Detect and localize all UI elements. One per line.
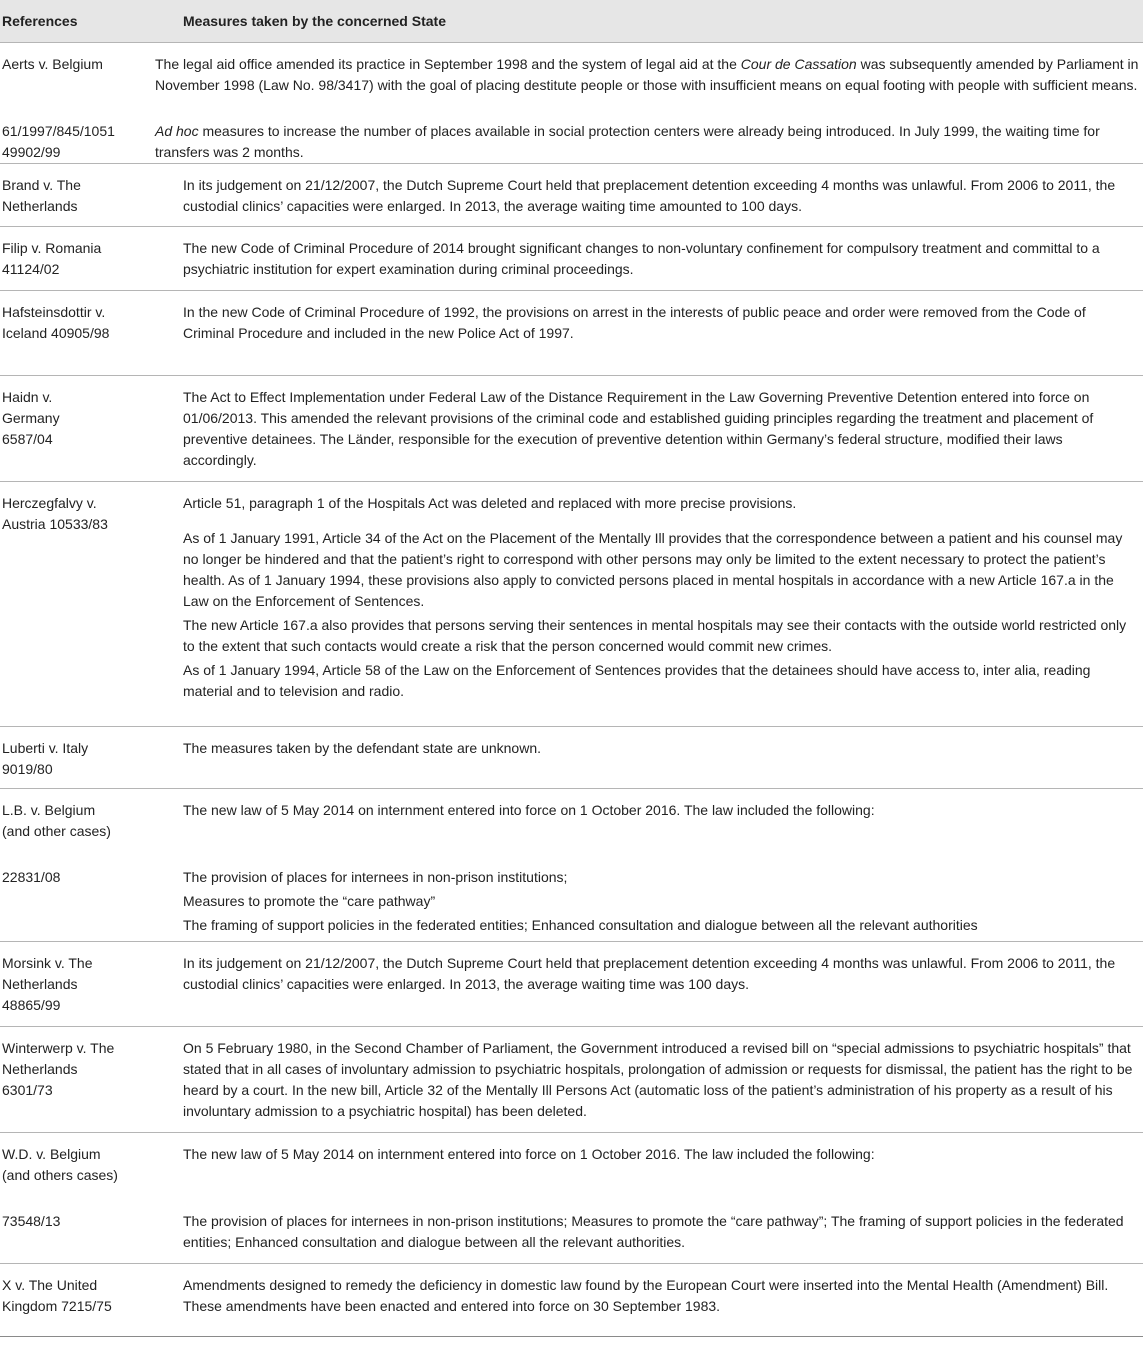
reference-cell: Filip v. Romania 41124/02 xyxy=(2,240,102,277)
reference-cell: W.D. v. Belgium (and others cases) xyxy=(2,1146,118,1183)
reference-cell: Hafsteinsdottir v. Iceland 40905/98 xyxy=(2,304,110,341)
paragraph: As of 1 January 1994, Article 58 of the Law on the Enforcement of Sentences provides that the detainees should have access to, inter alia, reading material and to television and radio. xyxy=(183,662,1091,699)
measures-cell: The new law of 5 May 2014 on internment entered into force on 1 October 2016. The law included the following: xyxy=(183,1146,875,1162)
table-row xyxy=(0,43,1143,164)
header-measures: Measures taken by the concerned State xyxy=(183,13,446,29)
measures-cell: The legal aid office amended its practice in September 1998 and the system of legal aid at the Cour de Cassation was subsequently amended by Parliament in November 1998 (Law No. 98/3417) with the goal of placing destitute people or those with insufficient means on equal footing with people with sufficient means. xyxy=(155,56,1139,93)
list-item: The framing of support policies in the federated entities; Enhanced consultation and dialogue between all the relevant authorities xyxy=(183,917,978,933)
table-row xyxy=(0,482,1143,727)
measures-cell: The new Code of Criminal Procedure of 2014 brought significant changes to non-voluntary confinement for compulsory treatment and committal to a psychiatric institution for expert examination during criminal proceedings. xyxy=(183,240,1100,277)
measures-cell: The new law of 5 May 2014 on internment entered into force on 1 October 2016. The law included the following: xyxy=(183,802,875,818)
measures-cell: In its judgement on 21/12/2007, the Dutch Supreme Court held that preplacement detention exceeding 4 months was unlawful. From 2006 to 2011, the custodial clinics’ capacities were enlarged. In 2013, the average waiting time was 100 days. xyxy=(183,955,1116,992)
table-header xyxy=(0,0,1143,43)
table-row xyxy=(0,789,1143,942)
measures-cell: Amendments designed to remedy the deficiency in domestic law found by the European Court were inserted into the Mental Health (Amendment) Bill. These amendments have been enacted and entered into force on 30 September 1983. xyxy=(183,1277,1109,1314)
reference-cell: Brand v. The Netherlands xyxy=(2,177,81,214)
table-row xyxy=(0,942,1143,1027)
table-row xyxy=(0,1027,1143,1133)
measures-cell xyxy=(183,867,1143,936)
measures-cell: In the new Code of Criminal Procedure of 1992, the provisions on arrest in the interests of public peace and order were removed from the Code of Criminal Procedure and included in the new Police Act of 1997. xyxy=(183,304,1086,341)
table-row xyxy=(0,1264,1143,1337)
reference-cell: Haidn v. Germany 6587/04 xyxy=(2,389,60,447)
measures-cell: In its judgement on 21/12/2007, the Dutch Supreme Court held that preplacement detention exceeding 4 months was unlawful. From 2006 to 2011, the custodial clinics’ capacities were enlarged. In 2013, the average waiting time amounted to 100 days. xyxy=(183,177,1116,214)
measures-cell: The provision of places for internees in non-prison institutions; Measures to promote the “care pathway”; The framing of support policies in the federated entities; Enhanced consultation and dialogue between all the relevant authorities. xyxy=(183,1213,1124,1250)
measures-cell: The measures taken by the defendant state are unknown. xyxy=(183,740,542,756)
measures-cell: On 5 February 1980, in the Second Chamber of Parliament, the Government introduced a revised bill on “special admissions to psychiatric hospitals” that stated that in all cases of involuntary admission to psychiatric hospitals, prolongation of admission or requests for dismissal, the patient has the right to be heard by a court. In the new bill, Article 32 of the Mentally Ill Persons Act (automatic loss of the patient’s administration of his property as a result of his involuntary admission to a psychiatric hospital) has been deleted. xyxy=(183,1040,1133,1119)
paragraph: The new Article 167.a also provides that persons serving their sentences in mental hospitals may see their contacts with the outside world restricted only to the extent that such contacts would create a risk that the person concerned would commit new crimes. xyxy=(183,617,1127,654)
reference-cell: 73548/13 xyxy=(2,1213,61,1229)
reference-cell: X v. The United Kingdom 7215/75 xyxy=(2,1277,112,1314)
measures-cell: The Act to Effect Implementation under Federal Law of the Distance Requirement in the Law Governing Preventive Detention entered into force on 01/06/2013. This amended the relevant provisions of the criminal code and established guiding principles regarding the treatment and placement of preventive detainees. The Länder, responsible for the execution of preventive detention within Germany’s federal structure, modified their laws accordingly. xyxy=(183,389,1094,468)
reference-cell: Luberti v. Italy 9019/80 xyxy=(2,740,89,777)
table-row xyxy=(0,164,1143,227)
measures-cell: Ad hoc measures to increase the number of places available in social protection centers were already being introduced. In July 1999, the waiting time for transfers was 2 months. xyxy=(155,123,1100,160)
reference-cell: Aerts v. Belgium xyxy=(2,56,103,72)
reference-cell: 22831/08 xyxy=(2,869,61,885)
table-row xyxy=(0,727,1143,789)
table-row xyxy=(0,1133,1143,1264)
reference-cell: L.B. v. Belgium (and other cases) xyxy=(2,802,111,839)
list-item: Measures to promote the “care pathway” xyxy=(183,893,436,909)
measures-cell xyxy=(183,493,1143,726)
reference-cell: Herczegfalvy v. Austria 10533/83 xyxy=(2,495,108,532)
table-row xyxy=(0,291,1143,376)
list-item: The provision of places for internees in non-prison institutions; xyxy=(183,869,568,885)
table-row xyxy=(0,376,1143,482)
reference-cell: Morsink v. The Netherlands 48865/99 xyxy=(2,955,93,1013)
reference-cell: 61/1997/845/1051 49902/99 xyxy=(2,123,115,160)
header-references: References xyxy=(2,13,78,29)
paragraph: As of 1 January 1991, Article 34 of the Act on the Placement of the Mentally Ill provides that the correspondence between a patient and his counsel may no longer be hindered and that the patient’s right to correspond with other persons may only be limited to the extent necessary to protect the patient’s health. As of 1 January 1994, these provisions also apply to convicted persons placed in mental hospitals in accordance with a new Article 167.a in the Law on the Enforcement of Sentences. xyxy=(183,530,1123,609)
paragraph: Article 51, paragraph 1 of the Hospitals Act was deleted and replaced with more precise provisions. xyxy=(183,495,797,511)
table-row xyxy=(0,227,1143,291)
reference-cell: Winterwerp v. The Netherlands 6301/73 xyxy=(2,1040,115,1098)
